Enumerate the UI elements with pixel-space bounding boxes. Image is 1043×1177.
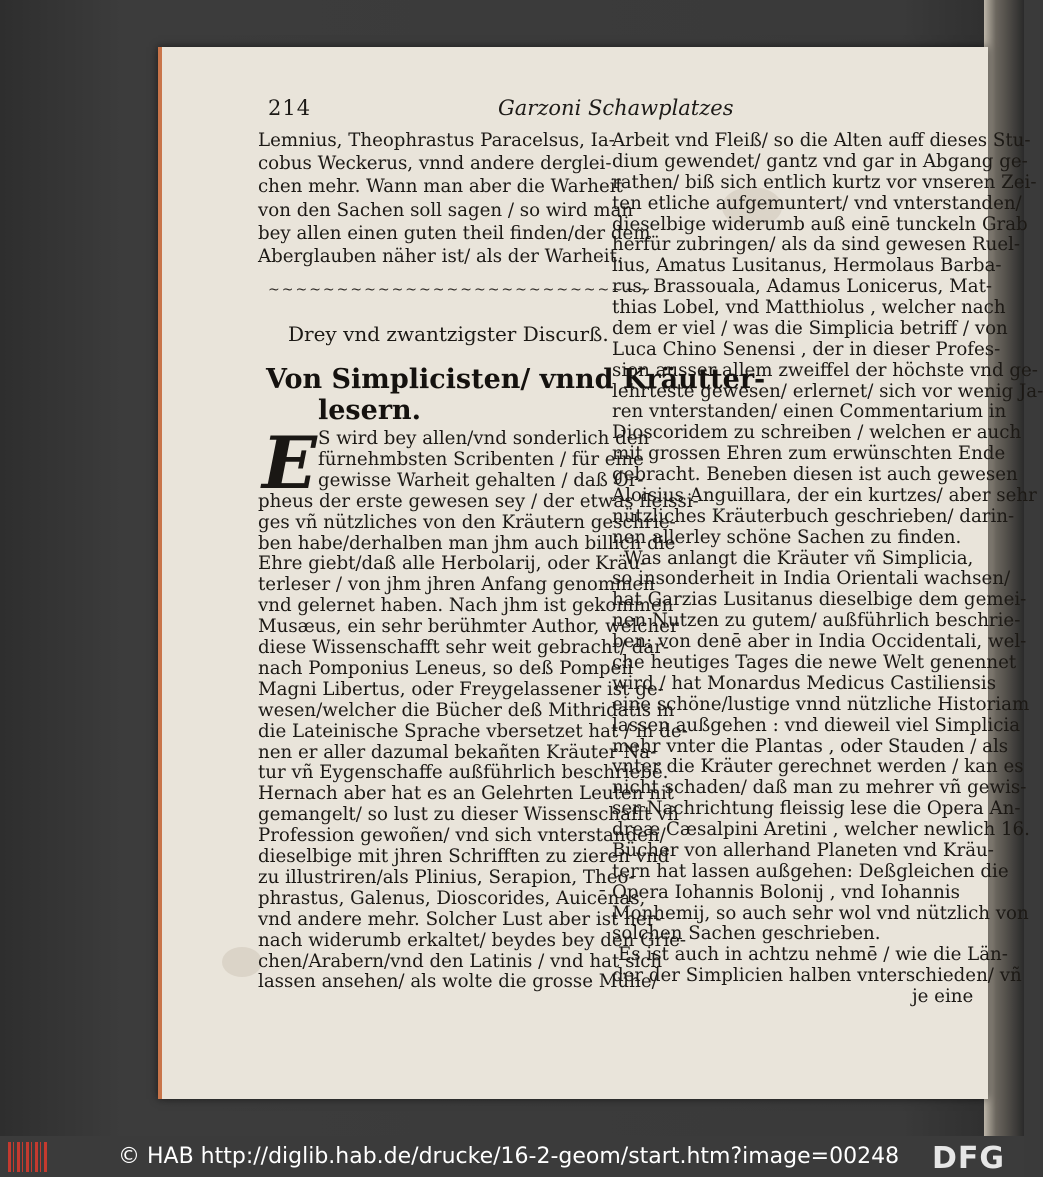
text-line: dieselbige widerumb auß einē tunckeln Grab bbox=[612, 213, 1028, 235]
text-line: Opera Iohannis Bolonij , vnd Iohannis bbox=[612, 881, 960, 903]
chapter-headline-line-1: Von Simplicisten/ vnnd Kräutter- bbox=[266, 364, 766, 395]
text-line: gewisse Warheit gehalten / daß Or- bbox=[318, 469, 644, 491]
text-line: gemangelt/ so lust zu dieser Wissenschafft vñ bbox=[258, 804, 679, 826]
text-line: thias Lobel, vnd Matthiolus , welcher nach bbox=[612, 297, 1006, 319]
text-line: cobus Weckerus, vnnd andere derglei- bbox=[258, 153, 612, 175]
text-line: chen/Arabern/vnd den Latinis / vnd hat sich bbox=[258, 950, 663, 972]
text-line: Luca Chino Senensi , der in dieser Profes- bbox=[612, 338, 1001, 360]
text-line: pheus der erste gewesen sey / der etwas fleissi- bbox=[258, 490, 699, 512]
ornament-divider: ~~~~~~~~~~~~~~~~~~~~~~~~~~~~ bbox=[268, 282, 653, 298]
running-head bbox=[268, 96, 968, 126]
text-line: rathen/ biß sich entlich kurtz vor vnseren Zei- bbox=[612, 171, 1037, 193]
text-line: chen mehr. Wann man aber die Warheit bbox=[258, 176, 623, 198]
text-line: nicht schaden/ daß man zu mehrer vñ gewis- bbox=[612, 777, 1027, 799]
text-line: Ehre giebt/daß alle Herbolarij, oder Kräu- bbox=[258, 553, 647, 575]
text-line: ben: von denē aber in India Occidentali, wel- bbox=[612, 631, 1027, 653]
footer-bar bbox=[0, 1136, 1024, 1177]
text-line: Profession gewoñen/ vnd sich vnterstanden/ bbox=[258, 825, 666, 847]
text-line: solchen Sachen geschrieben. bbox=[612, 923, 881, 945]
text-line: tur vñ Eygenschaffe außführlich beschriebẽ. bbox=[258, 762, 669, 784]
text-line: Aloisius Anguillara, der ein kurtzes/ aber sehr bbox=[612, 484, 1037, 506]
text-line: so insonderheit in India Orientali wachsen/ bbox=[612, 568, 1011, 590]
text-line: Bücher von allerhand Planeten vnd Kräu- bbox=[612, 839, 994, 861]
text-line: vnd gelernet haben. Nach jhm ist gekommen bbox=[258, 595, 674, 617]
text-line: lassen ansehen/ als wolte die grosse Mühe/ bbox=[258, 971, 658, 993]
text-line: dieselbige mit jhren Schrifften zu zieren vnd bbox=[258, 846, 670, 867]
text-line: ben habe/derhalben man jhm auch billich die bbox=[258, 532, 676, 554]
text-line: tern hat lassen außgehen: Deßgleichen die bbox=[612, 860, 1009, 882]
chapter-headline-line-2: lesern. bbox=[318, 395, 422, 426]
text-line: sion ausser allem zweiffel der höchste vnd ge- bbox=[612, 359, 1038, 381]
text-line: S wird bey allen/vnd sonderlich den bbox=[318, 428, 650, 449]
text-line: lassen außgehen : vnd dieweil viel Simplicia bbox=[612, 714, 1021, 736]
text-line: mit grossen Ehren zum erwünschten Ende bbox=[612, 443, 1006, 465]
text-line: Lemnius, Theophrastus Paracelsus, Ia- bbox=[258, 130, 615, 151]
barcode-icon bbox=[8, 1142, 48, 1172]
text-line: ges vñ nützliches von den Kräutern geschrie- bbox=[258, 511, 676, 533]
text-line: Arbeit vnd Fleiß/ so die Alten auff dieses Stu- bbox=[612, 130, 1031, 151]
text-line: Dioscoridem zu schreiben / welchen er auch bbox=[612, 422, 1022, 444]
running-title: Garzoni Schawplatzes bbox=[498, 96, 734, 120]
text-line: mehr vnter die Plantas , oder Stauden / als bbox=[612, 735, 1009, 757]
source-credit: © HAB http://diglib.hab.de/drucke/16-2-geom/start.htm?image=00248 bbox=[118, 1144, 900, 1169]
text-line: wird / hat Monardus Medicus Castiliensis bbox=[612, 672, 997, 694]
text-line: Hernach aber hat es an Gelehrten Leuten nit bbox=[258, 783, 674, 805]
page-number: 214 bbox=[268, 96, 312, 120]
text-line: Aberglauben näher ist/ als der Warheit. bbox=[258, 246, 623, 267]
text-line: dreæ Cæsalpini Aretini , welcher newlich 16. bbox=[612, 819, 1030, 841]
text-line: die Lateinische Sprache vbersetzet hat / in de- bbox=[258, 720, 688, 742]
text-line: herfür zubringen/ als da sind gewesen Ruel- bbox=[612, 234, 1021, 256]
text-line: nach Pomponius Leneus, so deß Pompeii bbox=[258, 657, 633, 679]
text-line: phrastus, Galenus, Dioscorides, Auicēnas, bbox=[258, 887, 646, 909]
text-line: je eine bbox=[912, 986, 974, 1008]
text-line: dium gewendet/ gantz vnd gar in Abgang ge- bbox=[612, 150, 1028, 172]
text-line: bey allen einen guten theil finden/der dem bbox=[258, 222, 651, 244]
paper-stain bbox=[222, 947, 262, 977]
text-line: nen er aller dazumal bekañten Kräuter Na- bbox=[258, 741, 657, 763]
text-line: Musæus, ein sehr berühmter Author, welcher bbox=[258, 616, 679, 638]
text-line: nützliches Kräuterbuch geschrieben/ darin- bbox=[612, 505, 1015, 527]
text-line: Es ist auch in achtzu nehmē / wie die Län- bbox=[618, 944, 1008, 966]
text-line: der der Simplicien halben vnterschieden/ vñ bbox=[612, 965, 1022, 987]
text-line: hat Garzias Lusitanus dieselbige dem gemei- bbox=[612, 589, 1027, 611]
discourse-label: Drey vnd zwantzigster Discurß. bbox=[288, 322, 609, 346]
text-line: vnd andere mehr. Solcher Lust aber ist her- bbox=[258, 908, 662, 930]
text-line: che heutiges Tages die newe Welt genennet bbox=[612, 652, 1017, 673]
text-line: Monhemij, so auch sehr wol vnd nützlich von bbox=[612, 902, 1029, 924]
text-line: vnter die Kräuter gerechnet werden / kan es bbox=[612, 756, 1024, 778]
text-line: von den Sachen soll sagen / so wird man bbox=[258, 199, 634, 221]
text-line: dem er viel / was die Simplicia betriff / von bbox=[612, 317, 1008, 339]
dfg-logo: DFG bbox=[932, 1141, 1006, 1176]
text-line: zu illustriren/als Plinius, Serapion, Theo- bbox=[258, 866, 635, 888]
text-line: fürnehmbsten Scribenten / für eine bbox=[318, 448, 644, 470]
text-line: lehrteste gewesen/ erlernet/ sich vor wenig Ja- bbox=[612, 380, 1043, 402]
text-line: rus, Brassouala, Adamus Lonicerus, Mat- bbox=[612, 276, 993, 298]
drop-cap: E bbox=[262, 420, 317, 505]
text-line: Was anlangt die Kräuter vñ Simplicia, bbox=[624, 547, 974, 569]
text-line: lius, Amatus Lusitanus, Hermolaus Barba- bbox=[612, 255, 1002, 277]
text-line: nen Nutzen zu gutem/ außführlich beschrie- bbox=[612, 610, 1021, 632]
text-line: wesen/welcher die Bücher deß Mithridatis in bbox=[258, 699, 675, 721]
text-line: ren vnterstanden/ einen Commentarium in bbox=[612, 401, 1007, 423]
text-line: ser Nachrichtung fleissig lese die Opera An- bbox=[612, 798, 1021, 820]
text-line: terleser / von jhm jhren Anfang genommen bbox=[258, 574, 655, 596]
text-line: nen allerley schöne Sachen zu finden. bbox=[612, 526, 962, 548]
text-line: eine schöne/lustige vnnd nützliche Historiam bbox=[612, 693, 1030, 715]
text-line: gebracht. Beneben diesen ist auch gewesen bbox=[612, 464, 1018, 486]
text-line: ten etliche aufgemuntert/ vnd vnterstanden/ bbox=[612, 192, 1022, 214]
text-line: Magni Libertus, oder Freygelassener ist ge- bbox=[258, 678, 664, 700]
text-line: nach widerumb erkaltet/ beydes bey den Grie- bbox=[258, 929, 687, 951]
text-line: diese Wissenschafft sehr weit gebracht/ dar- bbox=[258, 637, 670, 658]
